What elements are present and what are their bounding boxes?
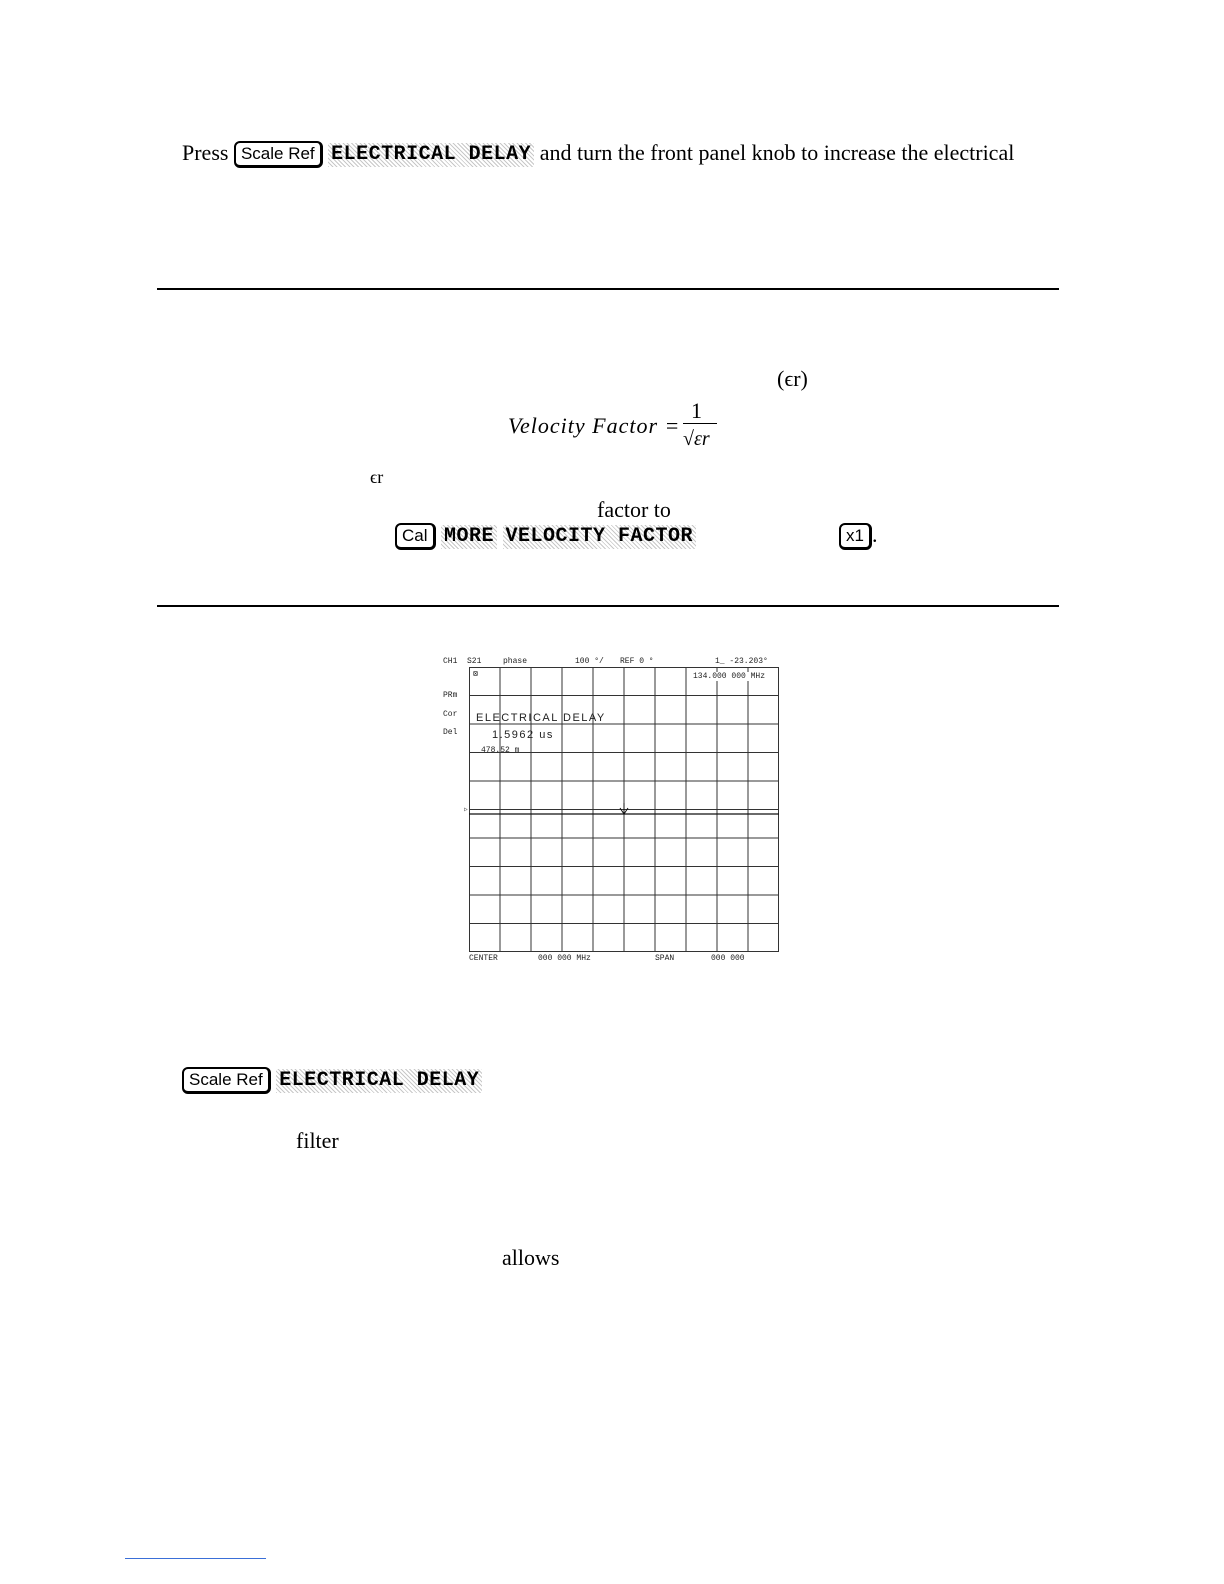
span-label: SPAN	[655, 954, 675, 963]
marker-arrow	[620, 803, 628, 814]
screen-marker-value: 1_ -23.203°	[715, 657, 768, 666]
center-label: CENTER	[469, 954, 498, 963]
filter-text: filter	[296, 1128, 339, 1153]
entry-value: 1.5962 us	[492, 729, 554, 741]
more-softkey[interactable]: MORE	[441, 525, 497, 549]
graticule	[469, 667, 780, 953]
factor-to-text: factor to	[597, 497, 671, 522]
epsilon-r-paren: (ϵr)	[777, 366, 808, 391]
center-value: 000 000 MHz	[538, 954, 591, 963]
cal-key[interactable]: Cal	[395, 523, 436, 550]
formula-lhs: Velocity Factor =	[508, 413, 681, 438]
formula-numerator: 1	[691, 398, 702, 423]
side-label-del: Del	[443, 728, 458, 737]
electrical-delay-softkey-2[interactable]: ELECTRICAL DELAY	[276, 1069, 482, 1093]
formula-fraction-bar	[683, 423, 717, 424]
span-value: 000 000	[711, 954, 745, 963]
analyzer-screen	[440, 650, 785, 965]
formula-denominator: √εr	[683, 428, 710, 450]
velocity-factor-formula	[508, 396, 728, 456]
lower-key-sequence	[182, 1066, 482, 1094]
side-label-prm: PRm	[443, 691, 458, 700]
screen-parameter: S21	[467, 657, 482, 666]
screen-marker-frequency: 134.000 000 MHz	[693, 672, 766, 681]
side-label-cor: Cor	[443, 710, 458, 719]
velocity-factor-softkey[interactable]: VELOCITY FACTOR	[503, 525, 697, 549]
ref-marker: ▷	[464, 806, 468, 813]
entry-sub-value: 478.52 m	[481, 746, 520, 755]
x1-key-line	[839, 522, 877, 550]
x1-key[interactable]: x1	[839, 523, 872, 550]
screen-scale: 100 °/	[575, 657, 604, 666]
screen-reference: REF 0 °	[620, 657, 654, 666]
intro-line	[182, 140, 1014, 168]
note-top-rule	[157, 288, 1059, 290]
electrical-delay-softkey[interactable]: ELECTRICAL DELAY	[328, 143, 534, 167]
note-bottom-rule	[157, 605, 1059, 607]
screen-channel: CH1	[443, 657, 458, 666]
allows-text: allows	[502, 1245, 560, 1270]
screen-format: phase	[503, 657, 528, 666]
entry-title: ELECTRICAL DELAY	[476, 712, 606, 724]
epsilon-r-text: ϵr	[370, 467, 384, 487]
marker-box-icon: ⊠	[473, 670, 478, 679]
footer-link-underline[interactable]	[125, 1558, 266, 1559]
intro-press-text: Press	[182, 140, 229, 165]
scale-ref-key[interactable]: Scale Ref	[234, 141, 323, 168]
intro-rest-text: and turn the front panel knob to increase the electrical	[539, 140, 1015, 165]
velocity-factor-key-sequence	[395, 522, 696, 550]
x1-period: .	[871, 522, 878, 547]
scale-ref-key-2[interactable]: Scale Ref	[182, 1067, 271, 1094]
